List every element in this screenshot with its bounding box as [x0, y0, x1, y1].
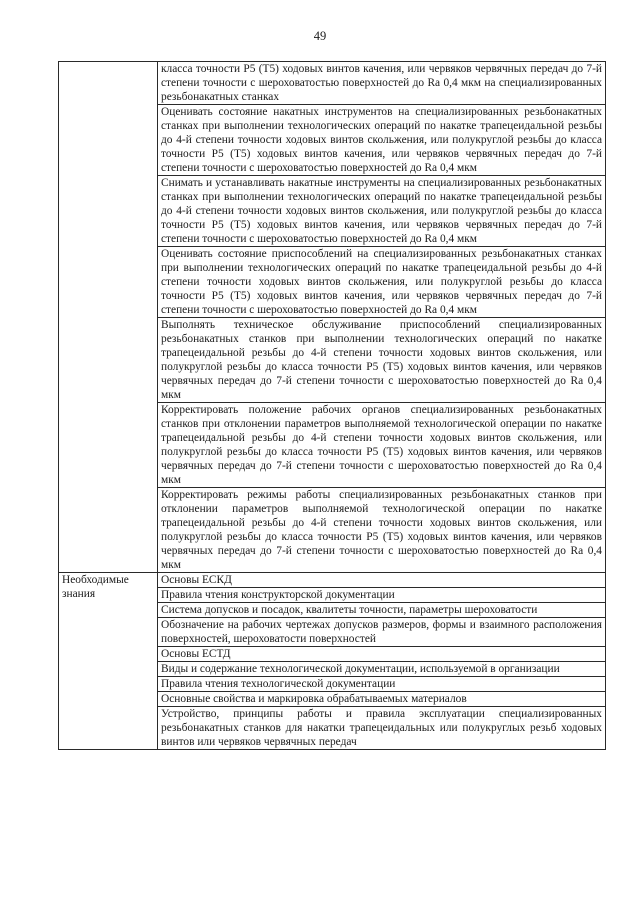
knowledge-item: Виды и содержание технологической документации, используемой в организации	[158, 662, 606, 677]
table-row	[59, 62, 606, 105]
table-row	[59, 573, 606, 588]
competency-table	[58, 61, 606, 750]
knowledge-label-cell: Необходимые знания	[59, 573, 158, 750]
knowledge-item: Основные свойства и маркировка обрабатываемых материалов	[158, 692, 606, 707]
skill-item: класса точности P5 (T5) ходовых винтов качения, или червяков червячных передач до 7-й степени точности с шероховатостью поверхностей до Ra 0,4 мкм на специализированных резьбонакатных станках	[158, 62, 606, 105]
knowledge-item: Правила чтения технологической документации	[158, 677, 606, 692]
skill-item: Снимать и устанавливать накатные инструменты на специализированных резьбонакатных станках при выполнении технологических операций по накатке трапецеидальной резьбы до 4-й степени точности ходовых винтов скольжения, или полукруглой резьбы до класса точности P5 (T5) ходовых винтов качения, или червяков червячных передач до 7-й степени точности с шероховатостью поверхностей до Ra 0,4 мкм	[158, 176, 606, 247]
skill-item: Оценивать состояние приспособлений на специализированных резьбонакатных станках при выполнении технологических операций по накатке трапецеидальной резьбы до 4-й степени точности ходовых винтов скольжения, или полукруглой резьбы до класса точности P5 (T5) ходовых винтов качения, или червяков червячных передач до 7-й степени точности с шероховатостью поверхностей до Ra 0,4 мкм	[158, 247, 606, 318]
skill-item: Корректировать режимы работы специализированных резьбонакатных станков при отклонении параметров выполняемой технологической операции по накатке трапецеидальной резьбы до 4-й степени точности ходовых винтов скольжения, или полукруглой резьбы до класса точности P5 (T5) ходовых винтов качения, или червяков червячных передач до 7-й степени точности с шероховатостью поверхностей до Ra 0,4 мкм	[158, 488, 606, 573]
skill-item: Выполнять техническое обслуживание приспособлений специализированных резьбонакатных станков при выполнении технологических операций по накатке трапецеидальной резьбы до 4-й степени точности ходовых винтов скольжения, или полукруглой резьбы до класса точности P5 (T5) ходовых винтов качения, или червяков червячных передач до 7-й степени точности с шероховатостью поверхностей до Ra 0,4 мкм	[158, 318, 606, 403]
skill-item: Корректировать положение рабочих органов специализированных резьбонакатных станков при отклонении параметров выполняемой технологической операции по накатке трапецеидальной резьбы до 4-й степени точности ходовых винтов скольжения, или полукруглой резьбы до класса точности P5 (T5) ходовых винтов качения, или червяков червячных передач до 7-й степени точности с шероховатостью поверхностей до Ra 0,4 мкм	[158, 403, 606, 488]
knowledge-item: Правила чтения конструкторской документации	[158, 588, 606, 603]
knowledge-item: Устройство, принципы работы и правила эксплуатации специализированных резьбонакатных станков для накатки трапецеидальных или полукруглых резьб ходовых винтов или червяков червячных передач	[158, 707, 606, 750]
knowledge-item: Основы ЕСКД	[158, 573, 606, 588]
knowledge-item: Система допусков и посадок, квалитеты точности, параметры шероховатости	[158, 603, 606, 618]
skill-item: Оценивать состояние накатных инструментов на специализированных резьбонакатных станках при выполнении технологических операций по накатке трапецеидальной резьбы до 4-й степени точности ходовых винтов скольжения, или полукруглой резьбы до класса точности P5 (T5) ходовых винтов качения, или червяков червячных передач до 7-й степени точности с шероховатостью поверхностей до Ra 0,4 мкм	[158, 105, 606, 176]
knowledge-item: Обозначение на рабочих чертежах допусков размеров, формы и взаимного расположения поверхностей, шероховатости поверхностей	[158, 618, 606, 647]
skills-label-cell	[59, 62, 158, 573]
knowledge-item: Основы ЕСТД	[158, 647, 606, 662]
page-number: 49	[313, 29, 327, 43]
